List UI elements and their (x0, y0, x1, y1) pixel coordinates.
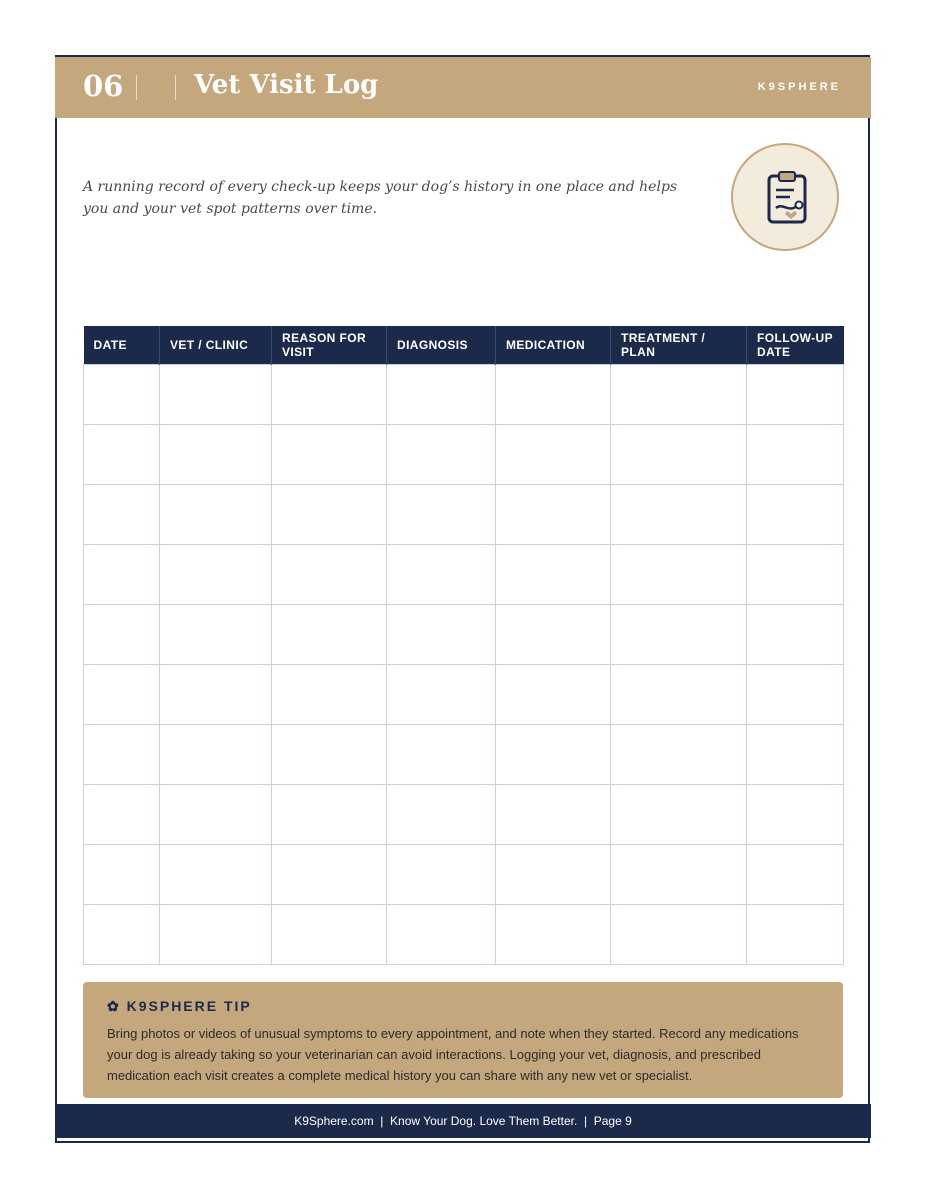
table-cell[interactable] (496, 545, 611, 605)
table-cell[interactable] (272, 365, 387, 425)
header-divider (136, 75, 137, 100)
table-cell[interactable] (272, 725, 387, 785)
table-cell[interactable] (611, 425, 747, 485)
table-cell[interactable] (160, 545, 272, 605)
table-cell[interactable] (272, 425, 387, 485)
table-body (84, 365, 844, 965)
table-cell[interactable] (272, 605, 387, 665)
table-cell[interactable] (84, 725, 160, 785)
table-cell[interactable] (611, 725, 747, 785)
table-cell[interactable] (160, 425, 272, 485)
table-cell[interactable] (387, 425, 496, 485)
clipboard-stethoscope-icon (761, 170, 813, 226)
table-cell[interactable] (272, 545, 387, 605)
table-cell[interactable] (496, 425, 611, 485)
section-number: 06 (83, 69, 124, 103)
table-cell[interactable] (160, 605, 272, 665)
table-row (84, 845, 844, 905)
table-cell[interactable] (387, 365, 496, 425)
table-cell[interactable] (84, 545, 160, 605)
column-header-medication: MEDICATION (496, 326, 611, 365)
table-cell[interactable] (160, 485, 272, 545)
table-row (84, 905, 844, 965)
table-cell[interactable] (747, 905, 844, 965)
table-cell[interactable] (496, 905, 611, 965)
table-row (84, 785, 844, 845)
table-cell[interactable] (84, 785, 160, 845)
table-cell[interactable] (387, 845, 496, 905)
table-cell[interactable] (496, 785, 611, 845)
table-cell[interactable] (387, 725, 496, 785)
table-cell[interactable] (611, 665, 747, 725)
table-cell[interactable] (387, 665, 496, 725)
table-cell[interactable] (160, 905, 272, 965)
table-cell[interactable] (611, 785, 747, 845)
table-row (84, 545, 844, 605)
table-cell[interactable] (496, 665, 611, 725)
table-cell[interactable] (160, 725, 272, 785)
column-header-treatment: TREATMENT / PLAN (611, 326, 747, 365)
column-header-vet-clinic: VET / CLINIC (160, 326, 272, 365)
table-cell[interactable] (747, 425, 844, 485)
table-cell[interactable] (747, 725, 844, 785)
table-cell[interactable] (387, 785, 496, 845)
tip-heading: ✿ K9SPHERE TIP (107, 998, 252, 1014)
table-cell[interactable] (84, 905, 160, 965)
tip-body: Bring photos or videos of unusual symptoms to every appointment, and note when they started. Record any medications your dog is already taking so your veterinarian can avoid interactions. Logging your vet, diagnosis, and prescribed medication each visit creates a complete medical history you can share with any new vet or specialist. (107, 1026, 799, 1083)
table-cell[interactable] (387, 545, 496, 605)
header-divider (175, 75, 176, 100)
table-cell[interactable] (387, 485, 496, 545)
table-row (84, 485, 844, 545)
column-header-follow-up: FOLLOW-UP DATE (747, 326, 844, 365)
table-header-row (84, 326, 844, 365)
table-row (84, 725, 844, 785)
clipboard-badge (731, 143, 839, 251)
table-cell[interactable] (611, 365, 747, 425)
table-cell[interactable] (160, 665, 272, 725)
table-cell[interactable] (84, 605, 160, 665)
table-row (84, 425, 844, 485)
table-cell[interactable] (747, 665, 844, 725)
table-cell[interactable] (747, 785, 844, 845)
table-cell[interactable] (747, 485, 844, 545)
table-cell[interactable] (496, 365, 611, 425)
table-cell[interactable] (611, 605, 747, 665)
table-cell[interactable] (160, 365, 272, 425)
table-cell[interactable] (611, 545, 747, 605)
table-cell[interactable] (496, 605, 611, 665)
table-cell[interactable] (747, 845, 844, 905)
table-cell[interactable] (496, 845, 611, 905)
table-row (84, 605, 844, 665)
table-cell[interactable] (747, 545, 844, 605)
table-cell[interactable] (272, 485, 387, 545)
table-cell[interactable] (747, 605, 844, 665)
column-header-diagnosis: DIAGNOSIS (387, 326, 496, 365)
section-header (55, 57, 871, 118)
table-cell[interactable] (84, 485, 160, 545)
table-cell[interactable] (387, 605, 496, 665)
page-title: Vet Visit Log (194, 70, 379, 100)
brand-label: K9SPHERE (757, 81, 841, 93)
table-cell[interactable] (496, 725, 611, 785)
table-row (84, 665, 844, 725)
intro-text: A running record of every check-up keeps your dog’s history in one place and helps you and your vet spot patterns over time. (83, 179, 678, 217)
table-cell[interactable] (747, 365, 844, 425)
table-cell[interactable] (84, 845, 160, 905)
table-cell[interactable] (272, 785, 387, 845)
table-cell[interactable] (496, 485, 611, 545)
footer-text: K9Sphere.com | Know Your Dog. Love Them Better. | Page 9 (294, 1114, 632, 1128)
table-cell[interactable] (160, 845, 272, 905)
table-cell[interactable] (84, 365, 160, 425)
table-cell[interactable] (84, 665, 160, 725)
table-cell[interactable] (272, 905, 387, 965)
tip-box (83, 982, 843, 1098)
table-row (84, 365, 844, 425)
table-cell[interactable] (160, 785, 272, 845)
vet-visit-table (83, 326, 844, 965)
table-cell[interactable] (611, 485, 747, 545)
column-header-reason: REASON FOR VISIT (272, 326, 387, 365)
table-cell[interactable] (611, 845, 747, 905)
table-cell[interactable] (84, 425, 160, 485)
table-cell[interactable] (272, 845, 387, 905)
table-cell[interactable] (611, 905, 747, 965)
page-footer (55, 1104, 871, 1138)
column-header-date: DATE (84, 326, 160, 365)
table-cell[interactable] (387, 905, 496, 965)
table-cell[interactable] (272, 665, 387, 725)
